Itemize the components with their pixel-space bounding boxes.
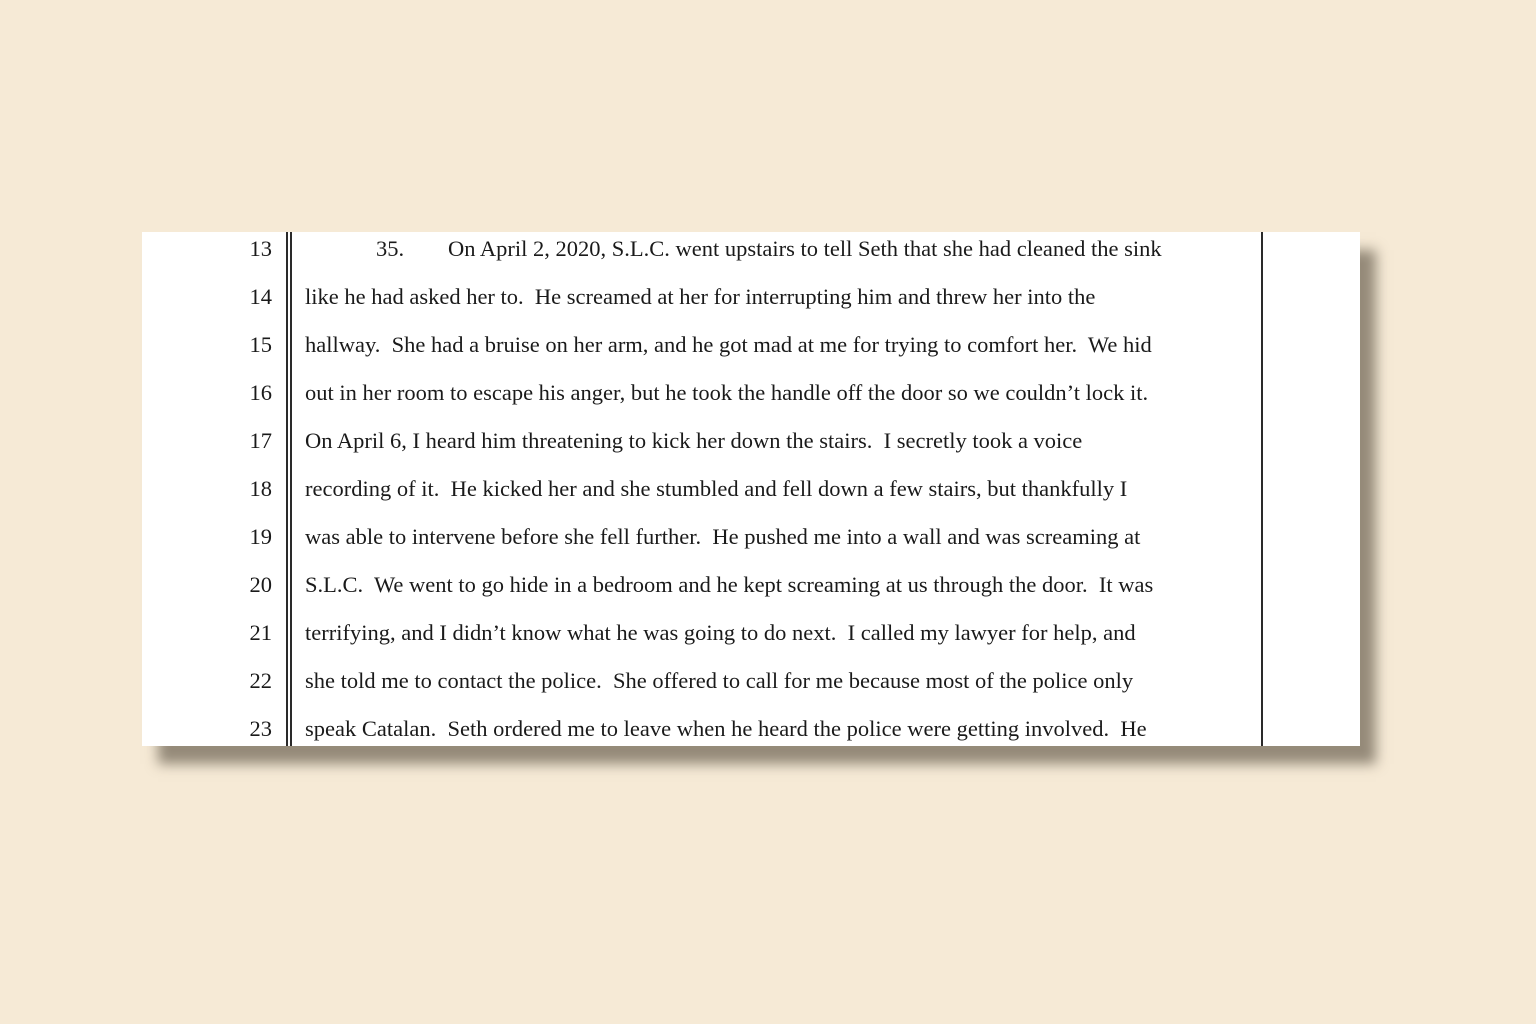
line-number: 22: [249, 668, 272, 693]
line-text: out in her room to escape his anger, but he took the handle off the door so we couldn’t lock it.: [305, 380, 1149, 405]
line-number: 19: [249, 524, 272, 549]
line-text: terrifying, and I didn’t know what he was going to do next. I called my lawyer for help, and: [305, 620, 1136, 645]
paragraph-number: 35.: [376, 236, 405, 261]
line-number: 14: [249, 284, 272, 309]
line-text: like he had asked her to. He screamed at her for interrupting him and threw her into the: [305, 284, 1096, 309]
line-text: she told me to contact the police. She offered to call for me because most of the police only: [305, 668, 1134, 693]
line-number: 23: [249, 716, 272, 741]
line-text: On April 6, I heard him threatening to kick her down the stairs. I secretly took a voice: [305, 428, 1083, 453]
line-text: recording of it. He kicked her and she stumbled and fell down a few stairs, but thankfully I: [305, 476, 1128, 501]
pleading-line: [142, 232, 1360, 280]
pleading-line: [142, 424, 1360, 472]
line-number: 21: [249, 620, 272, 645]
line-text: was able to intervene before she fell further. He pushed me into a wall and was screaming at: [305, 524, 1141, 549]
pleading-line: [142, 712, 1360, 746]
document-excerpt: [142, 232, 1360, 746]
pleading-line: [142, 664, 1360, 712]
line-number: 15: [249, 332, 272, 357]
line-text: hallway. She had a bruise on her arm, and he got mad at me for trying to comfort her. We hid: [305, 332, 1152, 357]
pleading-line: [142, 616, 1360, 664]
line-number: 16: [249, 380, 272, 405]
line-text: On April 2, 2020, S.L.C. went upstairs to tell Seth that she had cleaned the sink: [448, 236, 1162, 261]
pleading-line: [142, 328, 1360, 376]
pleading-line: [142, 568, 1360, 616]
line-number: 20: [249, 572, 272, 597]
pleading-line: [142, 520, 1360, 568]
line-number: 13: [249, 236, 272, 261]
line-number: 17: [249, 428, 272, 453]
line-text: S.L.C. We went to go hide in a bedroom and he kept screaming at us through the door. It was: [305, 572, 1154, 597]
pleading-line: [142, 472, 1360, 520]
pleading-line: [142, 376, 1360, 424]
line-text: speak Catalan. Seth ordered me to leave when he heard the police were getting involved. He: [305, 716, 1147, 741]
pleading-line: [142, 280, 1360, 328]
line-number: 18: [249, 476, 272, 501]
